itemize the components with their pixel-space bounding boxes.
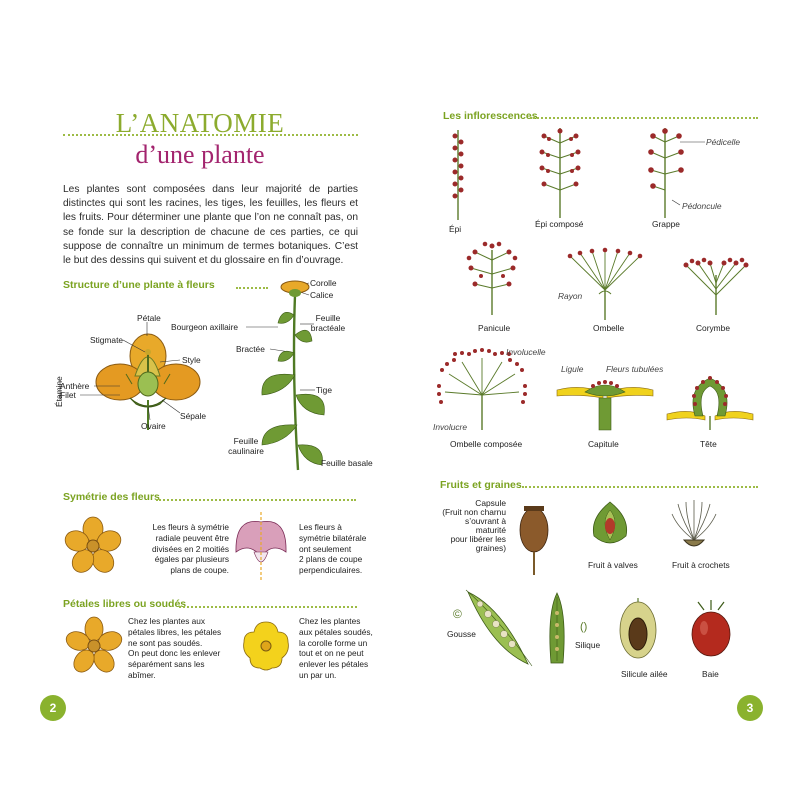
label-ligule: Ligule	[561, 364, 584, 374]
section-heading-structure: Structure d’une plante à fleurs	[63, 279, 215, 291]
label-capsule: Capsule (Fruit non charnu s’ouvrant à maturité pour libérer les graines)	[442, 498, 506, 553]
label-panicule: Panicule	[478, 323, 511, 333]
page-number-right: 3	[737, 695, 763, 721]
label-corymbe: Corymbe	[696, 323, 730, 333]
page-title-line2: d’une plante	[135, 140, 265, 169]
label-involucre: Involucre	[433, 422, 467, 432]
label-petale: Pétale	[137, 313, 161, 323]
label-ombelle: Ombelle	[593, 323, 625, 333]
label-rayon: Rayon	[558, 291, 583, 301]
label-feuille-basale: Feuille basale	[321, 458, 373, 468]
label-feuille-caulinaire-2: caulinaire	[228, 446, 264, 456]
label-etamine: Étamine	[54, 376, 64, 407]
section-heading-fruits: Fruits et graines	[440, 479, 522, 491]
fruit-valves-illustration	[590, 500, 630, 552]
label-grappe: Grappe	[652, 219, 680, 229]
label-epi-compose: Épi composé	[535, 219, 584, 229]
label-stigmate: Stigmate	[90, 335, 124, 345]
baie-illustration	[690, 600, 732, 660]
fruit-crochets-illustration	[672, 500, 717, 555]
label-silicule: Silicule ailée	[621, 669, 668, 679]
label-gousse: Gousse	[447, 629, 476, 639]
corymbe-illustration	[680, 255, 752, 315]
label-pedoncule: Pédoncule	[682, 201, 722, 211]
label-involucelle: Involucelle	[506, 347, 546, 357]
tete-illustration	[665, 368, 755, 430]
label-tige: Tige	[316, 385, 332, 395]
text-petales-soudes: Chez les plantes aux pétales soudés, la corolle forme un tout et on ne peut enlever les pétales un par un.	[299, 616, 373, 680]
label-sepale: Sépale	[180, 411, 207, 421]
label-filet: Filet	[60, 390, 76, 400]
label-feuille-bracteale-1: Feuille	[315, 313, 341, 323]
page-title-line1: L’ANATOMIE	[115, 108, 285, 138]
label-epi: Épi	[449, 224, 462, 234]
label-bractee: Bractée	[236, 344, 265, 354]
text-symetrie-radiale: Les fleurs à symétrie radiale peuvent être divisées en 2 moitiés égales par plusieurs plans de coupe.	[151, 522, 229, 576]
intro-paragraph: Les plantes sont composées dans leur majorité de parties distinctes qui sont les racines, les tiges, les feuilles, les fleurs et les fruits. Pour déterminer une plante que l’on ne connaît pas, on se fonde sur la description de chacune de ces parties, ce qui suppose de connaître un minimum de termes botaniques. C’est le but des dessins qui suivent et du glossaire en fin d’ouvrage.	[63, 184, 358, 267]
label-ovaire: Ovaire	[141, 421, 166, 431]
label-anthere: Anthère	[60, 381, 90, 391]
capitule-illustration	[555, 370, 655, 430]
ombelle-composee-illustration	[437, 350, 527, 430]
seed-icon: ©	[453, 607, 462, 621]
text-petales-libres: Chez les plantes aux pétales libres, les pétales ne sont pas soudés. On peut donc les enlever séparément sans les abîmer.	[128, 616, 222, 680]
label-tete: Tête	[700, 439, 717, 449]
section-heading-symetrie: Symétrie des fleurs	[63, 491, 160, 503]
section-heading-inflorescences: Les inflorescences	[443, 110, 538, 122]
silicule-illustration	[617, 598, 659, 666]
label-capitule: Capitule	[588, 439, 619, 449]
page-number-left: 2	[40, 695, 66, 721]
label-feuille-caulinaire-1: Feuille	[233, 436, 259, 446]
capsule-illustration	[512, 500, 557, 575]
text-symetrie-bilaterale: Les fleurs à symétrie bilatérale ont seulement 2 plans de coupe perpendiculaires.	[299, 522, 367, 576]
label-silique: Silique	[575, 640, 601, 650]
section-heading-petales: Pétales libres ou soudés	[63, 598, 187, 610]
label-fleurs-tubulees: Fleurs tubulées	[606, 364, 664, 374]
label-corolle: Corolle	[310, 278, 337, 288]
label-bourgeon: Bourgeon axillaire	[171, 322, 239, 332]
label-fruit-valves: Fruit à valves	[588, 560, 638, 570]
panicule-illustration	[465, 240, 520, 315]
label-baie: Baie	[702, 669, 719, 679]
seed-icon: ()	[580, 621, 588, 633]
label-fruit-crochets: Fruit à crochets	[672, 560, 730, 570]
ombelle-illustration	[565, 250, 645, 320]
label-pedicelle: Pédicelle	[706, 137, 740, 147]
label-calice: Calice	[310, 290, 334, 300]
silique-illustration	[545, 593, 569, 669]
gousse-illustration	[462, 588, 534, 668]
label-feuille-bracteale-2: bractéale	[310, 323, 346, 333]
section-divider	[522, 486, 758, 488]
label-ombelle-composee: Ombelle composée	[450, 439, 523, 449]
label-style: Style	[182, 355, 201, 365]
